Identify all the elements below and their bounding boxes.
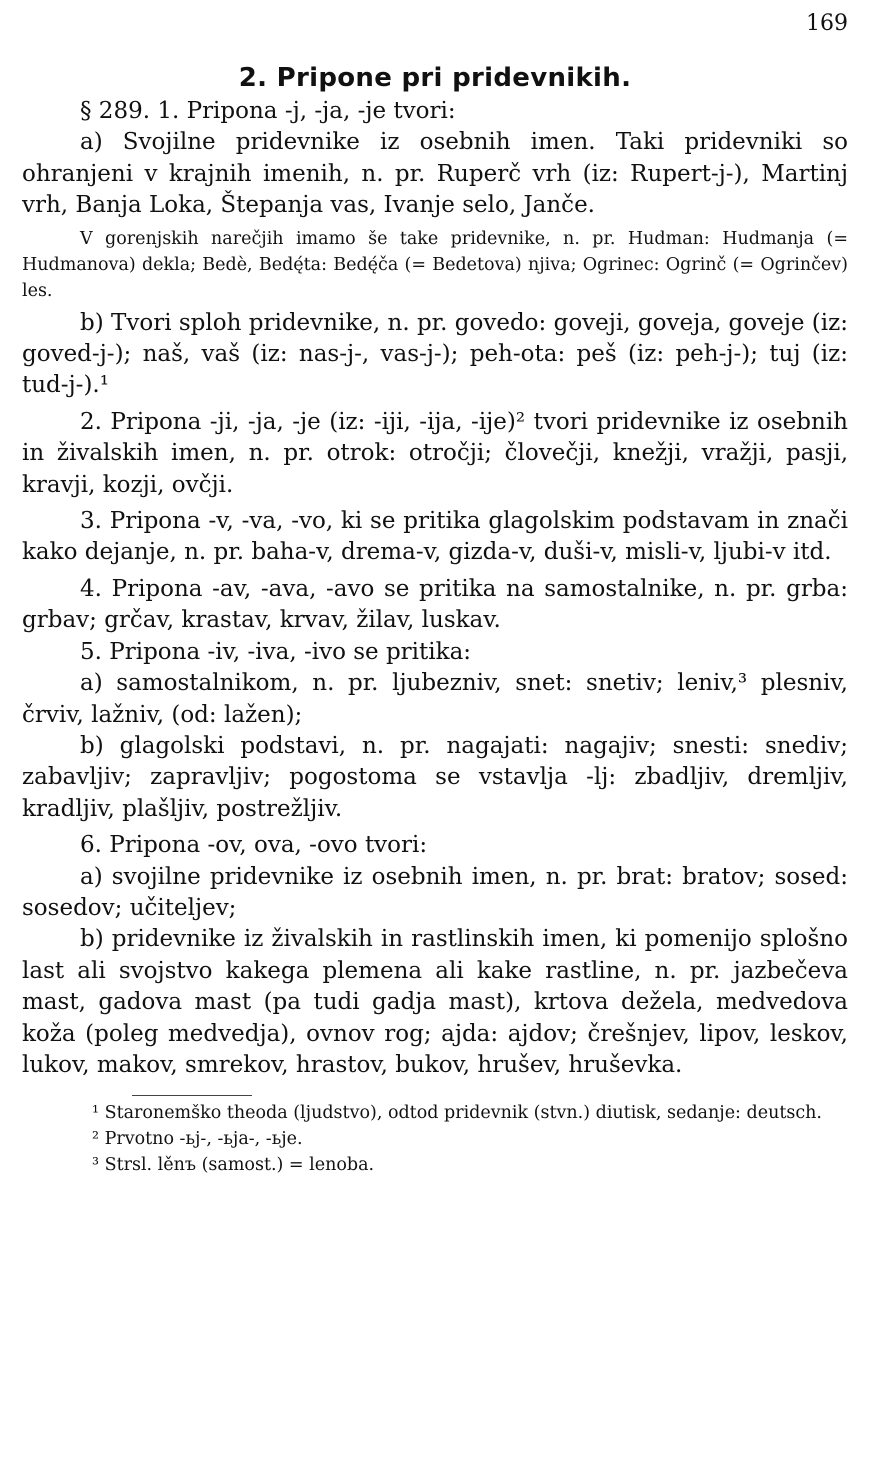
paragraph-suffix-iv: 5. Pripona -iv, -iva, -ivo se pritika: (80, 638, 472, 665)
paragraph-289-1: § 289. 1. Pripona -j, -ja, -je tvori: (80, 98, 456, 124)
paragraph-suffix-ov: 6. Pripona -ov, ova, -ovo tvori: (80, 832, 428, 859)
paragraph-suffix-av: 4. Pripona -av, -ava, -avo se pritika na samostalnike, n. pr. grba: grbav; grčav, krastav, krvav, žilav, luskav. (22, 575, 848, 634)
page (22, 0, 848, 1178)
footnote-2: ² Prvotno -ьj-, -ьja-, -ьje. (92, 1129, 303, 1150)
section-title: 2. Pripone pri pridevnikih. (238, 63, 632, 93)
paragraph-a-possessive: a) Svojilne pridevnike iz osebnih imen. Taki pridevniki so ohranjeni v krajnih imenih, n. pr. Ruperč vrh (iz: Rupert-j-), Martinj vrh, Banja Loka, Štepanja vas, Ivanje selo, Janče. (22, 129, 848, 219)
paragraph-dialect-note: V gorenjskih narečjih imamo še take pridevnike, n. pr. Hudman: Hudmanja (= Hudmanova) dekla; Bedè, Bedę́ta: Bedę́ča (= Bedetova) njiva; Ogrinec: Ogrinč (= Ogrinčev) les. (22, 228, 848, 301)
footnote-3: ³ Strsl. lěnъ (samost.) = lenoba. (92, 1155, 375, 1176)
paragraph-suffix-ji: 2. Pripona -ji, -ja, -je (iz: -iji, -ija, -ije)² tvori pridevnike iz osebnih in živalskih imen, n. pr. otrok: otročji; človečji, knežji, vražji, pasji, kravji, kozji, ovčji. (22, 408, 848, 498)
paragraph-b-general: b) Tvori sploh pridevnike, n. pr. govedo: goveji, goveja, goveje (iz: goved-j-); naš, vaš (iz: nas-j-, vas-j-); peh-ota: peš (iz: peh-j-); tuj (iz: tud-j-).¹ (22, 309, 848, 399)
paragraph-suffix-iv-b: b) glagolski podstavi, n. pr. nagajati: nagajiv; snesti: snediv; zabavljiv; zapravljiv; pogostoma se vstavlja -lj: zbadljiv, dremljiv, kradljiv, plašljiv, postrežljiv. (22, 732, 848, 822)
page-number: 169 (806, 11, 848, 36)
paragraph-suffix-v: 3. Pripona -v, -va, -vo, ki se pritika glagolskim podstavam in znači kako dejanje, n. pr. baha-v, drema-v, gizda-v, duši-v, misli-v, ljubi-v itd. (22, 508, 848, 566)
footnote-divider (132, 1095, 252, 1096)
paragraph-suffix-ov-a: a) svojilne pridevnike iz osebnih imen, n. pr. brat: bratov; sosed: sosedov; učiteljev; (22, 863, 848, 921)
footnote-1: ¹ Staronemško theoda (ljudstvo), odtod pridevnik (stvn.) diutisk, sedanje: deutsch. (92, 1103, 822, 1124)
paragraph-suffix-ov-b: b) pridevnike iz živalskih in rastlinskih imen, ki pomenijo splošno last ali svojstvo kakega plemena ali kake rastline, n. pr. jazbečeva mast, gadova mast (pa tudi gadja mast), krtova dežela, medvedova koža (poleg medvedja), ovnov rog; ajda: ajdov; črešnjev, lipov, leskov, lukov, makov, smrekov, hrastov, bukov, hrušev, hruševka. (22, 926, 848, 1078)
paragraph-suffix-iv-a: a) samostalnikom, n. pr. ljubezniv, snet: snetiv; leniv,³ plesniv, črviv, lažniv, (od: lažen); (22, 670, 848, 728)
